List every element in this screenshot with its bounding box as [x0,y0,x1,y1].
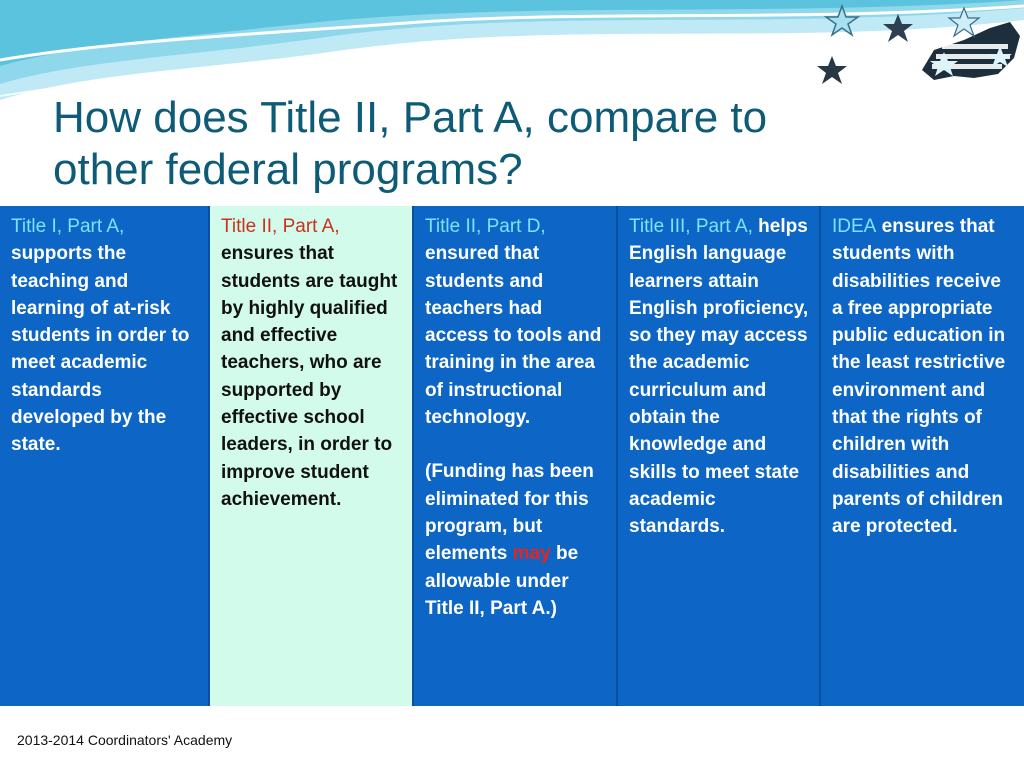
star-icon [883,14,913,42]
column-idea [821,206,1024,706]
column-lead: Title I, Part A, [11,216,125,237]
column-lead: Title II, Part D, [425,216,546,237]
slide-title-line-2: other federal programs? [53,145,523,194]
stars-and-map-decoration [814,0,1024,100]
funding-note: (Funding has been eliminated for this program, but elements [425,461,594,565]
column-body: supports the teaching and learning of at-risk students in order to meet academic standards developed by the state. [11,243,190,456]
star-icon [949,8,979,36]
paragraph-gap [425,431,608,458]
star-icon [826,6,858,35]
column-body: helps English language learners attain English proficiency, so they may access the academic curriculum and obtain the knowledge and skills to meet state academic standards. [629,216,809,538]
slide-title-line-1: How does Title II, Part A, compare to [53,93,768,142]
program-comparison-table [0,206,1024,706]
column-lead: Title III, Part A, [629,216,753,237]
column-lead: Title II, Part A, [221,216,340,237]
column-body: ensured that students and teachers had access to tools and training in the area of instructional technology. [425,243,602,429]
column-title-iii-part-a [618,206,821,706]
column-title-ii-part-a [210,206,414,706]
column-body: ensures that students are taught by highly qualified and effective teachers, who are supported by effective school leaders, in order to improve student achievement. [221,243,398,510]
column-title-i-part-a [0,206,210,706]
funding-note-end: be allowable under Title II, Part A.) [425,543,579,619]
slide-title [53,92,953,196]
footer-text: 2013-2014 Coordinators' Academy [17,732,233,748]
star-icon [817,56,847,84]
column-body: ensures that students with disabilities receive a free appropriate public education in the least restrictive environment and that the rights of children with disabilities and parents of children are protected. [832,216,1006,538]
may-highlight: may [512,543,551,565]
column-lead: IDEA [832,216,877,237]
column-title-ii-part-d [414,206,618,706]
